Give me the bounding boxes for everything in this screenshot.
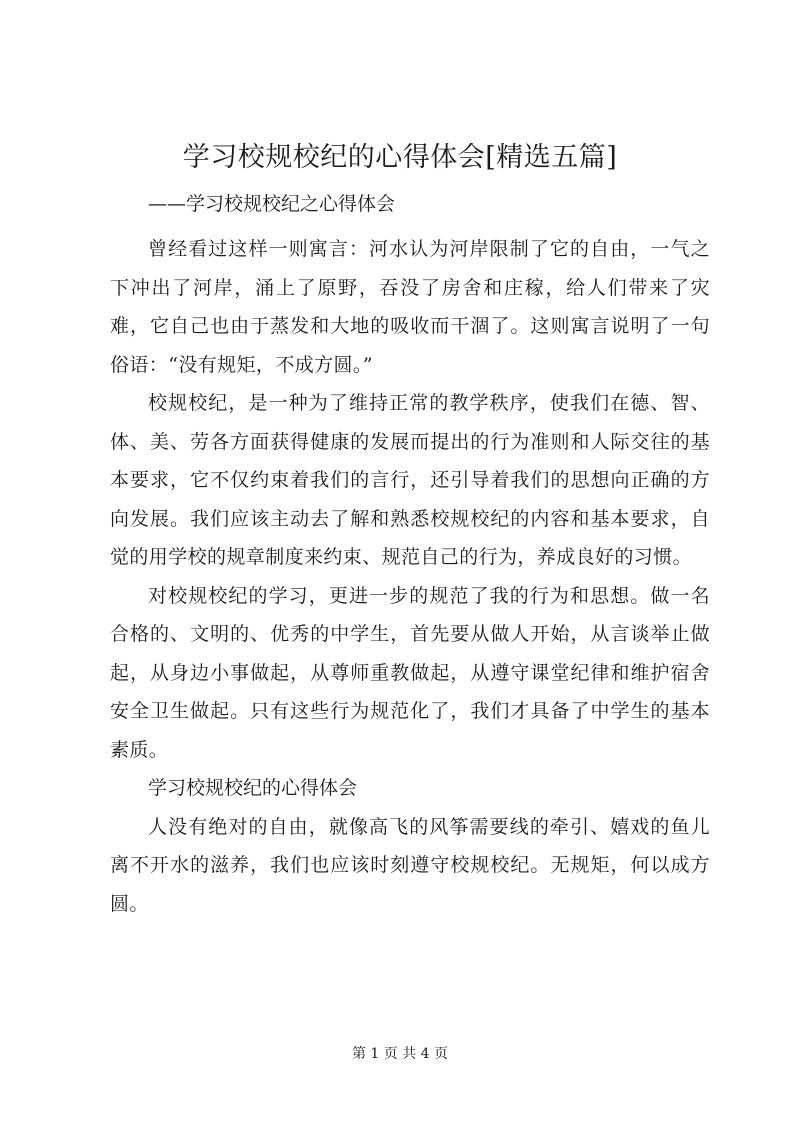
document-subtitle: ——学习校规校纪之心得体会 [148,193,396,215]
paragraph-rules-definition: 校规校纪，是一种为了维持正常的教学秩序，使我们在德、智、体、美、劳各方面获得健康的发展而提出的行为准则和人际交往的基本要求，它不仅约束着我们的言行，还引导着我们的思想向正确的方向发展。我们应该主动去了解和熟悉校规校纪的内容和基本要求，自觉的用学校的规章制度来约束、规范自己的行为，养成良好的习惯。 [110,392,710,568]
document-title: 学习校规校纪的心得体会[精选五篇] [182,142,618,173]
paragraph-closing: 人没有绝对的自由，就像高飞的风筝需要线的牵引、嬉戏的鱼儿离不开水的滋养，我们也应该时刻遵守校规校纪。无规矩，何以成方圆。 [110,815,710,915]
section-heading: 学习校规校纪的心得体会 [148,777,358,799]
paragraph-study-reflection: 对校规校纪的学习，更进一步的规范了我的行为和思想。做一名合格的、文明的、优秀的中学生，首先要从做人开始，从言谈举止做起，从身边小事做起，从尊师重教做起，从遵守课堂纪律和维护宿舍安全卫生做起。只有这些行为规范化了，我们才具备了中学生的基本素质。 [110,584,710,761]
page-number-footer: 第 1 页 共 4 页 [351,1046,449,1062]
document-body [110,230,710,923]
paragraph-fable: 曾经看过这样一则寓言：河水认为河岸限制了它的自由，一气之下冲出了河岸，涌上了原野，吞没了房舍和庄稼，给人们带来了灾难，它自己也由于蒸发和大地的吸收而干涸了。这则寓言说明了一句俗语：“没有规矩，不成方圆。” [110,238,710,376]
